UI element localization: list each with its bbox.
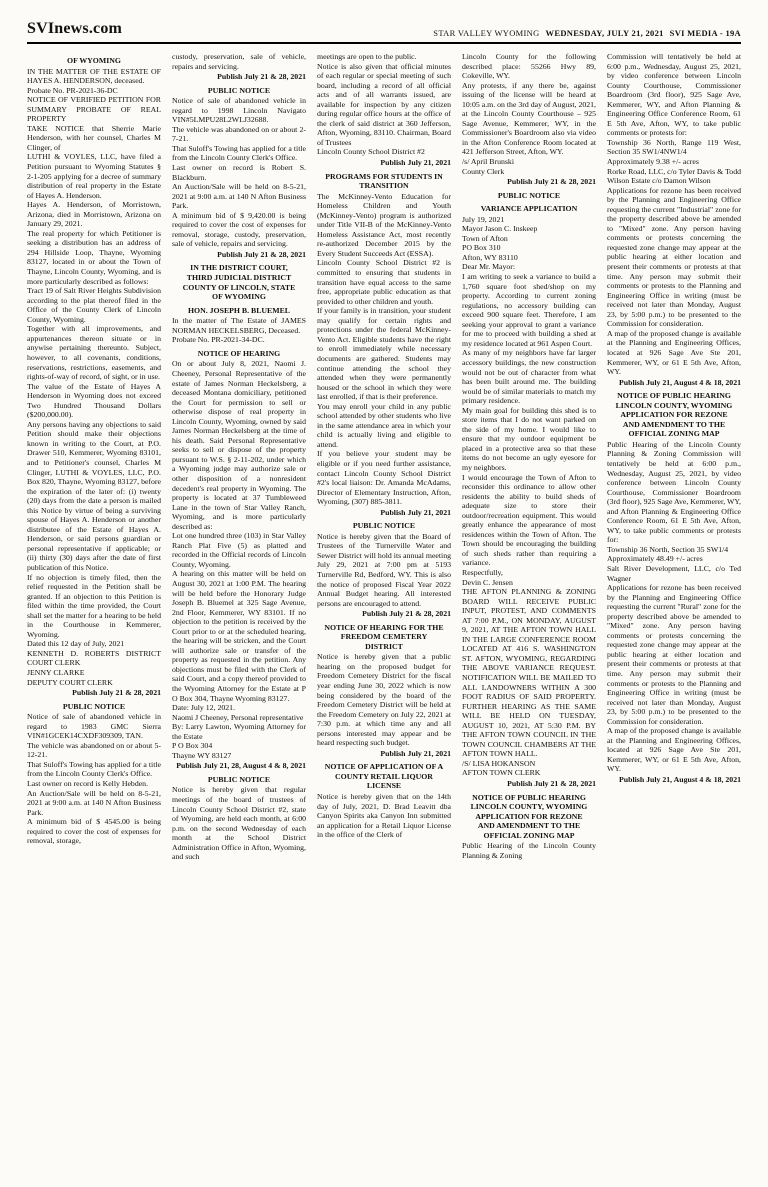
notice-paragraph: Public Hearing of the Lincoln County Planning & Zoning [462,841,596,860]
notice-paragraph: The vehicle was abandoned on or about 5-12-21. [27,740,161,760]
notice-heading: HON. JOSEPH B. BLUEMEL [187,305,291,315]
notice-paragraph: Probate No. PR-2021-34-DC. [172,335,265,345]
notice-heading: IN THE DISTRICT COURT, THIRD JUDICIAL DISTRICT COUNTY OF LINCOLN, STATE OF WYOMING [182,263,296,302]
notice-paragraph: Notice of sale of abandoned vehicle in regard to 1983 GMC Sierra VIN#1GCEK14CXDF309309, TAN. [27,712,161,741]
notice-paragraph: Notice is hereby given that a public hearing on the proposed budget for Freedom Cemetery District for the fiscal year ending June 30, 2022 which is now being considered by the board of the Freedom Cemetery District will be held at the Freedom Cemetery on July 22, 2021 at 7:30 p.m. at which time any and all persons interested may appear and be heard respecting such budget. [317,652,451,748]
notice-paragraph: meetings are open to the public. [317,52,417,61]
column-3 [317,52,451,1164]
publish-line: Publish July 21, 2021 [380,507,451,517]
publish-line: Publish July 21, August 4 & 18, 2021 [619,377,741,387]
publish-line: Publish July 21 & 28, 2021 [72,688,161,698]
notice-heading: PUBLIC NOTICE [352,521,416,531]
notice-heading: NOTICE OF PUBLIC HEARING LINCOLN COUNTY, WYOMING APPLICATION FOR REZONE AND AMENDMENT TO THE OFFICIAL ZONING MAP [470,792,588,840]
notice-paragraph: An Auction/Sale will be held on 8-5-21, 2021 at 9:00 a.m. at 140 N Afton Business Park. [172,182,306,211]
notice-paragraph: If your family is in transition, your student may qualify for certain rights and protections under the federal McKinney-Vento Act. Eligible students have the right to enroll immediately while necessary documents are gathered. Students may continue attending the school they attended when they were permanently housed or the school in which they were last enrolled, if that is their preference. [317,306,451,402]
notice-paragraph: IN THE MATTER OF THE ESTATE OF HAYES A. HENDERSON, deceased. [27,66,161,86]
notice-heading: NOTICE OF HEARING [197,348,281,358]
notice-paragraph: Commission will tentatively be held at 6:00 p.m., Wednesday, August 25, 2021, by video conference between Lincoln County Courthouse, Commissioner Boardroom (3rd floor), 925 Sage Ave, Kemmerer, WY, and Afton Planning & Engineering Office Conference Room, 61 E 5th Ave, Afton, WY, to take public comments or protests for: [607,52,741,138]
notice-heading: PUBLIC NOTICE [207,85,271,95]
masthead [27,20,741,42]
notice-paragraph: LUTHI & VOYLES, LLC, have filed a Petition pursuant to Wyoming Statutes § 2-1-205 applying for a decree of summary distribution of real property in the Estate of Hayes A. Henderson. [27,152,161,200]
notice-paragraph: Dated this 12 day of July, 2021 [27,639,125,649]
notice-paragraph: The vehicle was abandoned on or about 2-7-21. [172,124,306,144]
notice-paragraph: Lincoln County School District #2 [317,147,425,157]
notice-paragraph: Township 36 North, Section 35 SW1/4 [607,544,729,554]
notice-paragraph: /s/ April Brunski [462,157,514,167]
notice-paragraph: Salt River Development, LLC, c/o Ted Wagner [607,563,741,583]
notice-paragraph: THE AFTON PLANNING & ZONING BOARD WILL RECEIVE PUBLIC INPUT, PROTEST, AND COMMENTS AT 7:00 P.M., ON MONDAY, AUGUST 9, 2021, AT THE AFTON TOWN HALL IN THE LARGE CONFERENCE ROOM LOCATED AT 416 S. WASHINGTON ST. AFTON, WYOMING, REGARDING THE ABOVE VARIANCE REQUEST. NOTIFICATION WILL BE MAILED TO ALL LANDOWNERS WITHIN A 300 FOOT RADIUS OF SAID PROPERTY. FURTHER HEARING AS THE SAME WILL BE HELD ON TUESDAY, AUGUST 10, 2021, AT 5:30 P.M. BY THE AFTON TOWN COUNCIL IN THE TOWN COUNCIL CHAMBERS AT THE AFTON TOWN HALL. [462,587,596,759]
notice-paragraph: A minimum bid of $ 4545.00 is being required to cover the cost of expenses for removal, storage, [27,817,161,846]
column-1 [27,52,161,1164]
notice-paragraph: Afton, WY 83110 [462,252,518,262]
notice-paragraph: Date: July 12, 2021. [172,703,236,713]
notice-paragraph: Hayes A. Henderson, of Morristown, Arizona, died in Morristown, Arizona on January 29, 2021. [27,200,161,229]
notice-paragraph: Lincoln County for the following described place: 55266 Hwy 89, Cokeville, WY. [462,52,596,81]
notice-paragraph: As many of my neighbors have far larger accessory buildings, the new construction would not be out of character from what has been built around me. The building would be of similar materials to match my primary residence. [462,348,596,406]
masthead-info [433,28,741,38]
notice-paragraph: A hearing on this matter will be held on August 30, 2021 at 1:00 P.M. The hearing will be held before the Honorary Judge Joseph B. Bluemel at 325 Sage Avenue, 2nd Floor, Kemmerer, WY 83101. If no objection to the petition is received by the Court prior to or at the scheduled hearing, the hearing will be stricken, and the Court will authorize sale or transfer of the property as requested in the petition. Any objections must be filed with the Clerk of said Court, and a copy thereof provided to the Wyoming Attorney for the Estate at P O Box 304, Thayne Wyoming 83127. [172,569,306,703]
notice-paragraph: That Suloff's Towing has applied for a title from the Lincoln County Clerk's Office. [172,143,306,163]
notice-paragraph: NOTICE OF VERIFIED PETITION FOR SUMMARY PROBATE OF REAL PROPERTY [27,95,161,124]
notice-paragraph: Tract 19 of Salt River Heights Subdivision according to the plat thereof filed in the Office of the County Clerk of Lincoln County, Wyoming. [27,286,161,324]
notice-paragraph: Mayor Jason C. Inskeep [462,224,538,234]
notice-paragraph: custody, preservation, sale of vehicle, repairs and servicing. [172,52,306,71]
notice-paragraph: If you believe your student may be eligible or if you need further assistance, contact Lincoln County School District #2's local liaison: Dr. Amanda McAdams, Director of Elementary Instruction, Afton, Wyoming, (307) 885-3811. [317,449,451,507]
notice-paragraph: Approximately 9.38 +/- acres [607,157,699,167]
notice-paragraph: Town of Afton [462,233,508,243]
publish-line: Publish July 21 & 28, 2021 [362,609,451,619]
notice-paragraph: Thayne WY 83127 [172,750,232,760]
notice-paragraph: Notice is also given that official minutes of each regular or special meeting of such board, including a record of all official acts and of all warrants issued, are available for inspection by any citizen during regular office hours at the office of the clerk of said district at 360 Jefferson, Afton, Wyoming, 83110. Chairman, Board of Trustees [317,61,451,147]
publish-line: Publish July 21, 2021 [380,748,451,758]
columns [27,52,741,1164]
publish-line: Publish July 21 & 28, 2021 [217,249,306,259]
notice-paragraph: The real property for which Petitioner is seeking a distribution has an address of 294 Hillside Loop, Thayne, Wyoming 83127, located in or about the Town of Thayne, Lincoln County, Wyoming, and is more particularly described as follows: [27,228,161,286]
notice-paragraph: Respectfully, [462,567,503,577]
notice-paragraph: Notice is hereby given that regular meetings of the board of trustees of Lincoln County School District #2, state of Wyoming, are held each month, at 6:00 p.m. on the second Wednesday of each month at the School District Administration Office in Afton, Wyoming, and such [172,785,306,862]
column-2 [172,52,306,1164]
notice-paragraph: In the matter of The Estate of JAMES NORMAN HECKELSBERG, Deceased. [172,316,306,335]
notice-heading: NOTICE OF HEARING FOR THE FREEDOM CEMETERY DISTRICT [324,622,444,651]
notice-paragraph: A minimum bid of $ 9,420.00 is being required to cover the cost of expenses for removal, storage, custody, preservation, sale of vehicle, repairs and servicing. [172,210,306,249]
notice-paragraph: KENNETH D. ROBERTS DISTRICT COURT CLERK [27,648,161,668]
notice-paragraph: That Suloff's Towing has applied for a title from the Lincoln County Clerk's Office. [27,759,161,779]
notice-paragraph: Lincoln County School District #2 is committed to ensuring that students in transition have equal access to the same free, appropriate public education as that provided to other children and youth. [317,258,451,306]
notice-paragraph: An Auction/Sale will be held on 8-5-21, 2021 at 9:00 a.m. at 140 N Afton Business Park. [27,788,161,817]
masthead-location: STAR VALLEY WYOMING [433,28,540,38]
publish-line: Publish July 21 & 28, 2021 [217,72,306,82]
masthead-edition: SVI MEDIA - 19A [669,28,741,38]
notice-paragraph: Applications for rezone has been received by the Planning and Engineering Office requesting the current "Rural" zone for the property described above be amended to "Mixed" zone. Any person having comments or protests concerning the requested zone change may appear at the public hearing at either location and present their comments or protests at that time. Any person may submit their comments or protests to the Planning and Engineering Office in writing (must be received not later than Monday, August 23, by 5:00 p.m.) to be presented to the Commission for consideration. [607,583,741,726]
publish-line: Publish July 21, 28, August 4 & 8, 2021 [176,761,306,771]
notice-heading: PUBLIC NOTICE [207,774,271,784]
notice-paragraph: PO Box 310 [462,243,501,253]
notice-paragraph: P O Box 304 [172,741,213,751]
notice-paragraph: Any protests, if any there be, against issuing of the license will be heard at 10:05 a.m. on the 3rd day of August, 2021, at the Lincoln County Courthouse – 925 Sage Avenue, Kemmerer, WY, in the Commissioner's Boardroom also via video in the Afton Conference Room located at 421 Jefferson Street, Afton, WY. [462,80,596,157]
notice-paragraph: Rorke Road, LLC, c/o Tyler Davis & Todd Wilson Estate c/o Damon Wilson [607,166,741,186]
column-4 [462,52,596,1164]
notice-heading: NOTICE OF APPLICATION OF A COUNTY RETAIL LIQUOR LICENSE [324,762,444,791]
notice-paragraph: Lot one hundred three (103) in Star Valley Ranch Plat Five (5) as platted and recorded in the Official records of Lincoln County, Wyoming. [172,531,306,569]
notice-paragraph: Public Hearing of the Lincoln County Planning & Zoning Commission will tentatively be held at 6:00 p.m., Wednesday, August 25, 2021, by video conference between Lincoln County Courthouse, Commissioner Boardroom (3rd floor), 925 Sage Ave, Kemmerer, WY, and Afton Planning & Engineering Office Conference Room, 61 E 5th Ave, Afton, WY, to take public comments or protests for: [607,439,741,545]
publish-line: Publish July 21 & 28, 2021 [507,779,596,789]
notice-paragraph: Devin C. Jensen [462,577,513,587]
publish-line: Publish July 21, August 4 & 18, 2021 [619,775,741,785]
notice-paragraph: Any persons having any objections to said Petition should make their objections known in writing to the Court, at P.O. Drawer 510, Kemmerer, Wyoming 83101, and to Petitioner's counsel, Charles M Clinger, LUTHI & VOYLES, LLC, P.O. Box 820, Thayne, Wyoming 83127, before the expiration of the later of: (i) twenty (20) days from the date a person is mailed this Notice by virtue of being a surviving spouse of Hayes A. Henderson or another distributee of the Estate of Hayes A. Henderson, or said persons guardian or personal representative if applicable; or (ii) thirty (30) days after the date of first publication of this Notice. [27,419,161,572]
notice-paragraph: Notice is hereby given that the Board of Trustees of the Turnerville Water and Sewer District will hold its annual meeting July 29, 2021 at 7:00 pm at 5193 Turnerville Rd, Bedford, WY. This is also the notice of proposed Fiscal Year 2022 Annual Budget hearing. All interested persons are encouraged to attend. [317,531,451,608]
notice-paragraph: Applications for rezone has been received by the Planning and Engineering Office requesting the current "Industrial" zone for the property described above be amended to "Mixed" zone. Any person having comments or protests concerning the requested zone change may appear at the public hearing at either location and present their comments or protests at that time. Any person may submit their comments or protests to the Planning and Engineering Office in writing (must be received not later than Monday, August 23, by 5:00 p.m.) to be presented to the Commission for consideration. [607,185,741,329]
notice-paragraph: /S/ LISA HOKANSON [462,758,536,768]
notice-paragraph: A map of the proposed change is available at the Planning and Engineering Offices, located at 926 Sage Ave Ste 201, Kemmerer, WY, or 61 E 5th Ave, Afton, WY. [607,726,741,774]
notice-paragraph: July 19, 2021 [462,214,505,224]
notice-paragraph: The McKinney-Vento Education for Homeless Children and Youth (McKinney-Vento) program is authorized under Title VII-B of the McKinney-Vento Homeless Assistance Act, most recently re-authorized December 2015 by the Every Student Succeeds Act (ESSA). [317,191,451,258]
notice-paragraph: If no objection is timely filed, then the relief requested in the Petition shall be granted. If an objection to this Petition is filed within the time provided, the Court shall set the matter for a hearing to be held in the Courthouse in Kemmerer, Wyoming. [27,572,161,639]
notice-heading: PUBLIC NOTICE [62,701,126,711]
notice-paragraph: Dear Mr. Mayor: [462,262,516,272]
notice-heading: PROGRAMS FOR STUDENTS IN TRANSITION [325,171,443,191]
notice-paragraph: Together with all improvements, and appurtenances thereon situate or in anywise pertaining thereunto. Subject, however, to all covenants, conditions, reservations, restrictions, easements, and rights-of-way of record, of sight, or in use. [27,324,161,382]
masthead-rule [27,42,741,44]
notice-paragraph: JENNY CLARKE [27,668,85,677]
notice-heading: PUBLIC NOTICE [497,190,561,200]
notice-heading: VARIANCE APPLICATION [480,204,578,214]
notice-paragraph: Last owner on record is Robert S. Blackburn. [172,163,306,182]
notice-paragraph: County Clerk [462,166,505,176]
column-5 [607,52,741,1164]
publish-line: Publish July 21 & 28, 2021 [507,177,596,187]
notice-paragraph: By: Larry Lawton, Wyoming Attorney for the Estate [172,722,306,741]
site-name: SVInews.com [27,20,123,37]
notice-heading: NOTICE OF PUBLIC HEARING LINCOLN COUNTY, WYOMING APPLICATION FOR REZONE AND AMENDMENT TO THE OFFICIAL ZONING MAP [615,391,733,439]
notice-paragraph: Naomi J Cheeney, Personal representative [172,712,304,722]
notice-paragraph: A map of the proposed change is available at the Planning and Engineering Offices, located at 926 Sage Ave Ste 201, Kemmerer, WY, or 61 E 5th Ave, Afton, WY. [607,328,741,377]
notice-paragraph: The value of the Estate of Hayes A Henderson in Wyoming does not exceed Two Hundred Thousand Dollars ($200,000.00). [27,381,161,420]
notice-paragraph: Township 36 North, Range 119 West, Section 35 SW1/4NW1/4 [607,137,741,157]
publish-line: Publish July 21, 2021 [380,158,451,168]
notice-paragraph: DEPUTY COURT CLERK [27,677,113,687]
notice-paragraph: Notice of sale of abandoned vehicle in regard to 1998 Lincoln Navigato VIN#5LMPU28L2WLJ32688. [172,96,306,125]
notice-paragraph: Notice is hereby given that on the 14th day of July, 2021, D. Brad Leavitt dba Canyon Spirits aka Canyon Inn submitted an application for a Retail Liquor License in the office of the Clerk of [317,792,451,840]
notice-paragraph: I would encourage the Town of Afton to reconsider this ordinance to allow other residents the ability to build sheds of adequate size to store their outdoor/recreation equipment. This would greatly enhance the appearance of most residences within the Town of Afton. The Town should be encouraging the building of such sheds rather than requiring a variance. [462,472,596,568]
notice-paragraph: You may enroll your child in any public school attended by other students who live in the same attendance area in which your child is actually living and eligible to attend. [317,401,451,449]
notice-paragraph: I am writing to seek a variance to build a 1,760 square foot shed/shop on my property. According to current zoning regulations, no accessory building can exceed 900 square feet. Therefore, I am seeking your approval to grant a variance for me to proceed with building a shed at my residence located at 961 Aspen Court. [462,272,596,348]
notice-paragraph: My main goal for building this shed is to store items that I do not want parked on the side of my home. I would like to ensure that my outdoor equipment be placed in a protective area so that these items do not become an ugly eyesore for my neighbors. [462,405,596,472]
notice-paragraph: AFTON TOWN CLERK [462,768,541,778]
notice-paragraph: TAKE NOTICE that Sherrie Marie Henderson, with her counsel, Charles M Clinger, of [27,123,161,152]
notice-paragraph: Approximately 48.49 +/- acres [607,554,703,564]
notice-heading: OF WYOMING [67,56,121,65]
notice-paragraph: Probate No. PR-2021-36-DC [27,85,118,95]
notice-paragraph: On or about July 8, 2021, Naomi J. Cheeney, Personal Representative of the estate of James Norman Heckelsberg, a deceased Montana domiciliary, petitioned the Court for permission to sell or otherwise dispose of real property in Lincoln County, Wyoming, owned by said James Norman Heckelsberg at the time of his death. Said Personal Representative seeks to sell or dispose of the property pursuant to W.S. § 2-11-202, under which a Wyoming judge may authorize sale or other disposition of a nonresident decedent's real property in Wyoming. The property is located at 37 Tumbleweed Lane in the town of Star Valley Ranch, Wyoming, and is more particularly described as: [172,359,306,531]
masthead-date: WEDNESDAY, JULY 21, 2021 [545,28,664,38]
notice-paragraph: Last owner on record is Kelly Hebden. [27,779,149,789]
